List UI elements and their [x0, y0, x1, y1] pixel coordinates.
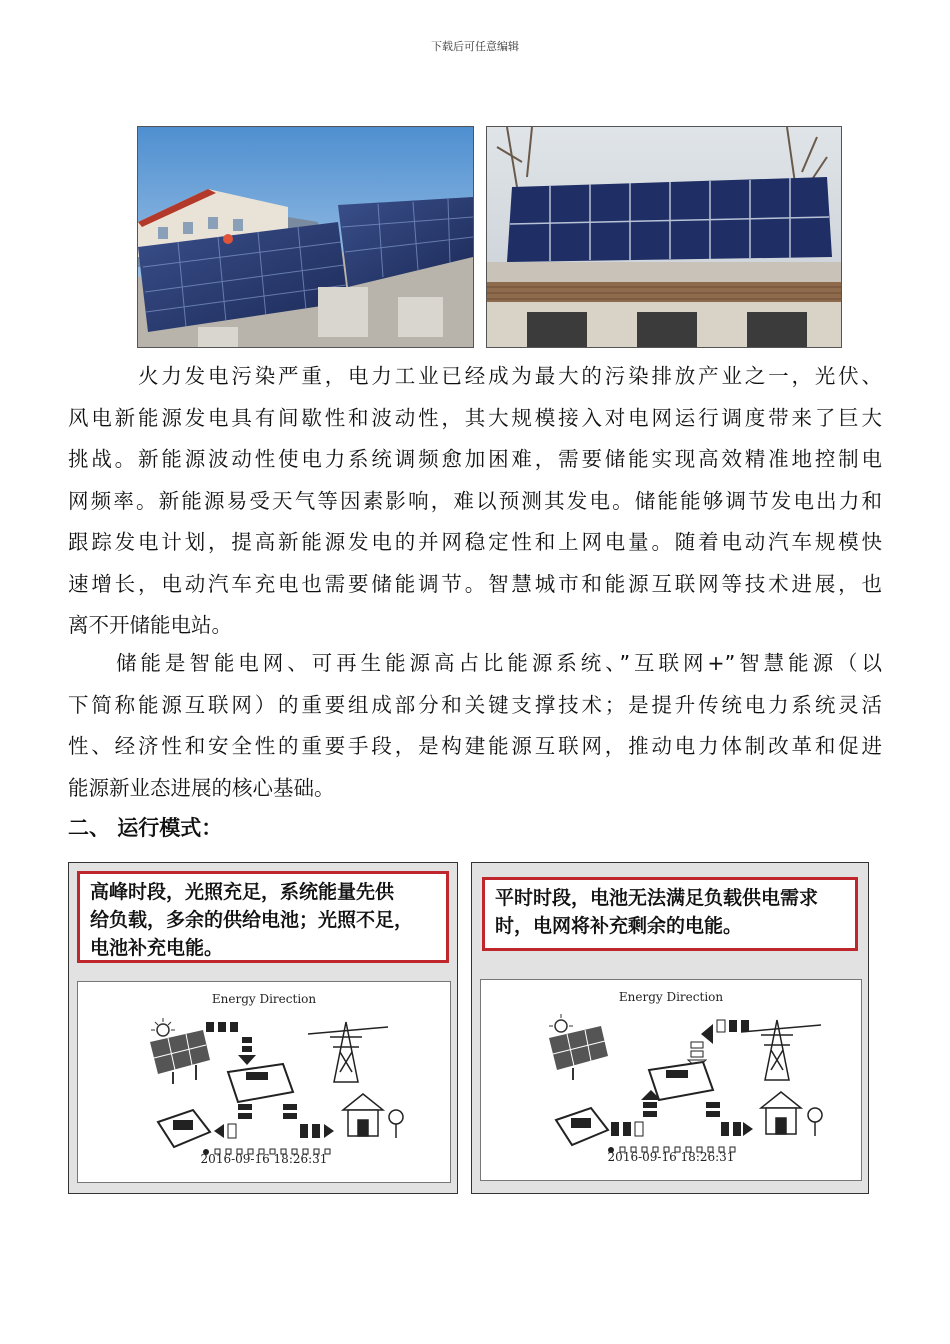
paragraph-line: 风电新能源发电具有间歇性和波动性，其大规模接入对电网运行调度带来了巨大: [68, 405, 882, 430]
page-header: 下载后可任意编辑: [431, 40, 519, 53]
callout-line: 电池补充电能。: [90, 937, 224, 959]
flow-indicator-solar: [206, 1022, 256, 1065]
paragraph-line: 挑战。新能源波动性使电力系统调频愈加困难，需要储能实现高效精准地控制电: [68, 447, 882, 471]
paragraph-line: 性、经济性和安全性的重要手段，是构建能源互联网，推动电力体制改革和促进: [68, 734, 882, 758]
solar-panel-icon: [549, 1014, 608, 1080]
section-heading: 二、 运行模式：: [68, 816, 223, 840]
paragraph-storage-role: [68, 643, 882, 809]
solar-panel-icon: [150, 1018, 210, 1084]
paragraph-line: 网频率。新能源易受天气等因素影响，难以预测其发电。储能能够调节发电出力和: [68, 488, 882, 513]
solar-rooftop-photo-1: [137, 126, 474, 348]
callout-line: 高峰时段，光照充足，系统能量先供: [90, 881, 395, 903]
inverter-icon: [228, 1064, 293, 1102]
mode-callout: [77, 871, 449, 963]
paragraph-line: 下简称能源互联网）的重要组成部分和关键支撑技术；是提升传统电力系统灵活: [68, 692, 882, 717]
callout-line: 时，电网将补充剩余的电能。: [495, 915, 743, 937]
solar-rooftop-image-2: [487, 127, 841, 347]
diagram-title: Energy Direction: [211, 992, 317, 1006]
paragraph-line: 跟踪发电计划，提高新能源发电的并网稳定性和上网电量。随着电动汽车规模快: [68, 530, 882, 554]
battery-icon: [556, 1108, 608, 1145]
paragraph-line: 能源新业态进展的核心基础。: [68, 775, 335, 800]
energy-direction-diagram: [480, 979, 862, 1181]
mode-panel-normal: [471, 862, 869, 1194]
paragraph-line: 速增长，电动汽车充电也需要储能调节。智慧城市和能源互联网等技术进展，也: [68, 571, 882, 596]
mode-callout: [482, 877, 858, 951]
power-tower-icon: [741, 1020, 821, 1080]
diagram-timestamp: 2016-09-16 18:26:31: [200, 1152, 328, 1166]
flow-indicator-load: [706, 1102, 753, 1136]
paragraph-energy-challenges: [68, 356, 882, 647]
house-load-icon: [343, 1094, 403, 1138]
diagram-timestamp: 2016-09-16 18:26:31: [607, 1150, 735, 1164]
paragraph-line: 储能是智能电网、可再生能源高占比能源系统、”互联网+”智慧能源（以: [116, 651, 882, 675]
flow-indicator-grid: [688, 1020, 749, 1068]
battery-icon: [158, 1110, 210, 1147]
flow-indicator-battery: [214, 1104, 252, 1138]
energy-direction-diagram: [77, 981, 451, 1183]
house-load-icon: [761, 1092, 822, 1136]
solar-rooftop-photo-2: [486, 126, 842, 348]
callout-line: 平时时段，电池无法满足负载供电需求: [495, 887, 819, 909]
solar-rooftop-image-1: [138, 127, 473, 347]
callout-line: 给负载，多余的供给电池；光照不足，: [90, 909, 414, 931]
paragraph-line: 离不开储能电站。: [68, 613, 232, 637]
diagram-title: Energy Direction: [618, 990, 724, 1004]
power-tower-icon: [308, 1022, 388, 1082]
flow-indicator-load: [283, 1104, 334, 1138]
paragraph-line: 火力发电污染严重，电力工业已经成为最大的污染排放产业之一，光伏、: [138, 364, 882, 388]
inverter-icon: [649, 1062, 713, 1100]
flow-indicator-battery: [611, 1090, 661, 1136]
mode-panel-peak: [68, 862, 458, 1194]
